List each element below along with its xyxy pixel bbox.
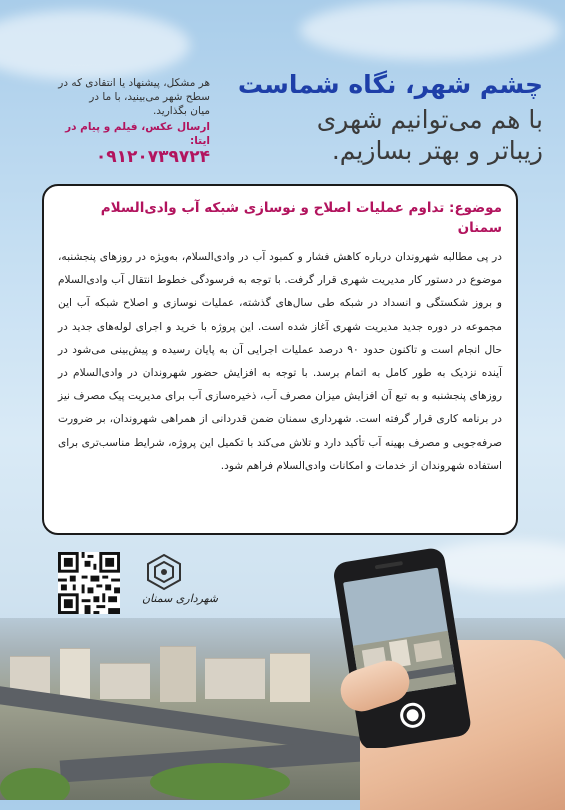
tagline [203,104,543,166]
tagline-line-1: با هم می‌توانیم شهری [316,105,543,134]
smartphone [318,548,488,748]
phone-number[interactable]: ۰۹۱۲۰۷۳۹۷۲۴ [95,147,210,167]
news-body: در پی مطالبه شهروندان درباره کاهش فشار و کمبود آب در وادی‌السلام، به‌ویژه در روزهای پنجشنبه، موضوع در دستور کار مدیریت شهری قرار گرفت. با توجه به فرسودگی خطوط انتقال آب وادی‌السلام و بروز شکستگی و انسداد در شبکه طی سال‌های گذشته، عملیات نوسازی و اصلاح شبکه آب این مجموعه در دوره جدید مدیریت شهری آغاز شده است. این پروژه با خرید و اجرای لوله‌های جدید در حال انجام است و تاکنون حدود ۹۰ درصد عملیات اجرایی آن به پایان رسیده و پیش‌بینی می‌شود در آینده نزدیک به طور کامل به اتمام برسد. با توجه به افزایش حضور شهروندان در وادی‌السلام در روزهای پنجشنبه و به تبع آن افزایش میزان مصرف آب، ذخیره‌سازی آب برای مدیریت پیک مصرف نیز در برنامه کاری قرار گرفته است. شهرداری سمنان ضمن قدردانی از همراهی شهروندان، بر ضرورت صرفه‌جویی و مصرف بهینه آب تأکید دارد و تلاش می‌کند با تکمیل این پروژه، شرایط مناسب‌تری برای استفاده شهروندان از خدمات و امکانات وادی‌السلام فراهم شود. [58,251,502,472]
qr-code-icon[interactable] [58,552,120,614]
contact-line-1: هر مشکل، پیشنهاد یا انتقادی که در [58,77,210,89]
tagline-line-2: زیباتر و بهتر بسازیم. [331,136,543,165]
municipality-logo-icon [144,552,184,592]
building [100,663,150,699]
building [60,648,90,699]
contact-line-3: میان بگذارید. [152,105,210,117]
building [205,658,265,699]
logo-graphic [144,552,184,592]
subject-title: موضوع: تداوم عملیات اصلاح و نوسازی شبکه آب وادی‌السلام سمنان [100,200,502,236]
headline: چشم شهر، نگاه شماست [237,70,543,99]
logos-area [52,548,242,618]
building [160,646,196,702]
park-green [0,768,70,800]
municipality-logo-text: شهرداری سمنان [141,592,219,605]
building [270,653,310,702]
qr-code-graphic [58,552,120,614]
news-card [42,184,518,535]
contact-line-2: سطح شهر می‌بینید، با ما در [89,91,210,103]
send-label: ارسال عکس، فیلم و پیام در ایتا: [65,121,210,147]
smartphone-icon [318,548,488,748]
header [0,0,565,180]
roundabout-green [150,763,290,800]
contact-note [58,76,210,167]
